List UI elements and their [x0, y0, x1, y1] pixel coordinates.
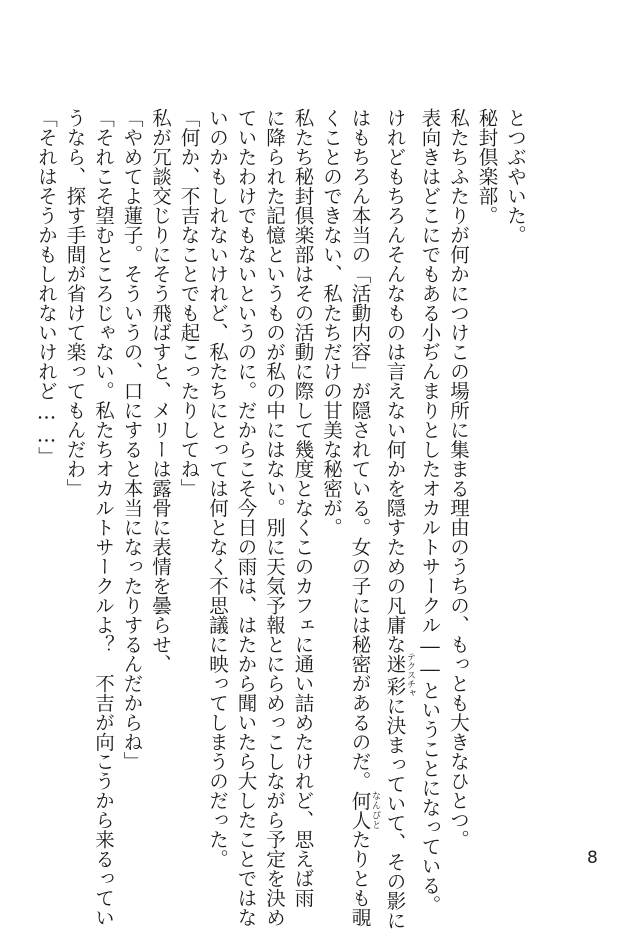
text-line: いのかもしれないけれど、私たちにとっては何となく不思議に映ってしまうのだった。 — [206, 108, 229, 869]
text-line: とつぶやいた。 — [504, 108, 527, 245]
ruby-annotation — [383, 652, 415, 698]
ruby-reading: テクスチャ — [405, 652, 415, 698]
text-line: 私たちふたりが何かにつけこの場所に集まる理由のうちの、もっとも大きなひとつ。 — [447, 108, 470, 849]
ruby-base: 何人 — [348, 790, 372, 830]
text-segment: けれどもちろんそんなものは言えない何かを隠すための凡庸な — [383, 108, 407, 654]
text-line: 「何か、不吉なことでも起こったりしてね」 — [177, 108, 201, 498]
ruby-annotation — [348, 790, 380, 830]
text-line: 秘封倶楽部。 — [475, 108, 499, 225]
vertical-text-body — [32, 108, 530, 930]
text-segment: たりとも覗 — [348, 829, 372, 927]
text-line: くことのできない、私たちだけの甘美な秘密が。 — [320, 108, 343, 537]
ruby-base: 迷彩 — [383, 652, 407, 698]
text-segment: はもちろん本当の「活動内容」が隠されている。女の子には秘密があるのだ。 — [348, 108, 372, 791]
text-line: 私たち秘封倶楽部はその活動に際して幾度となくこのカフェに通い詰めたけれど、思えば雨 — [291, 108, 315, 908]
text-line — [380, 108, 415, 930]
text-line: うなら、探す手間が省けて楽ってもんだわ」 — [63, 108, 87, 498]
text-line: ていたわけでもないというのに。だからこそ今日の雨は、はたから聞いたら大したことではな — [234, 108, 258, 927]
text-line: に降られた記憶というものが私の中にはない。別に天気予報とにらめっこしながら予定を決め — [263, 108, 286, 927]
text-line — [345, 108, 380, 927]
page-number: 8 — [587, 848, 598, 868]
text-line: 「やめてよ蓮子。そういうの、口にすると本当になったりするんだからね」 — [120, 108, 144, 771]
ruby-reading: なんぴと — [370, 790, 380, 830]
text-line: 私が冗談交じりにそう飛ばすと、メリーは露骨に表情を曇らせ、 — [149, 108, 172, 674]
text-segment: に決まっていて、その影に — [383, 696, 407, 930]
text-line: 表向きはどこにでもある小ぢんまりとしたオカルトサークル――ということになっている。 — [418, 108, 442, 915]
text-line: 「それはそうかもしれないけれど……」 — [35, 108, 58, 466]
text-line: 「それこそ望むところじゃない。私たちオカルトサークルよ？ 不吉が向こうから来るってい — [92, 108, 115, 927]
